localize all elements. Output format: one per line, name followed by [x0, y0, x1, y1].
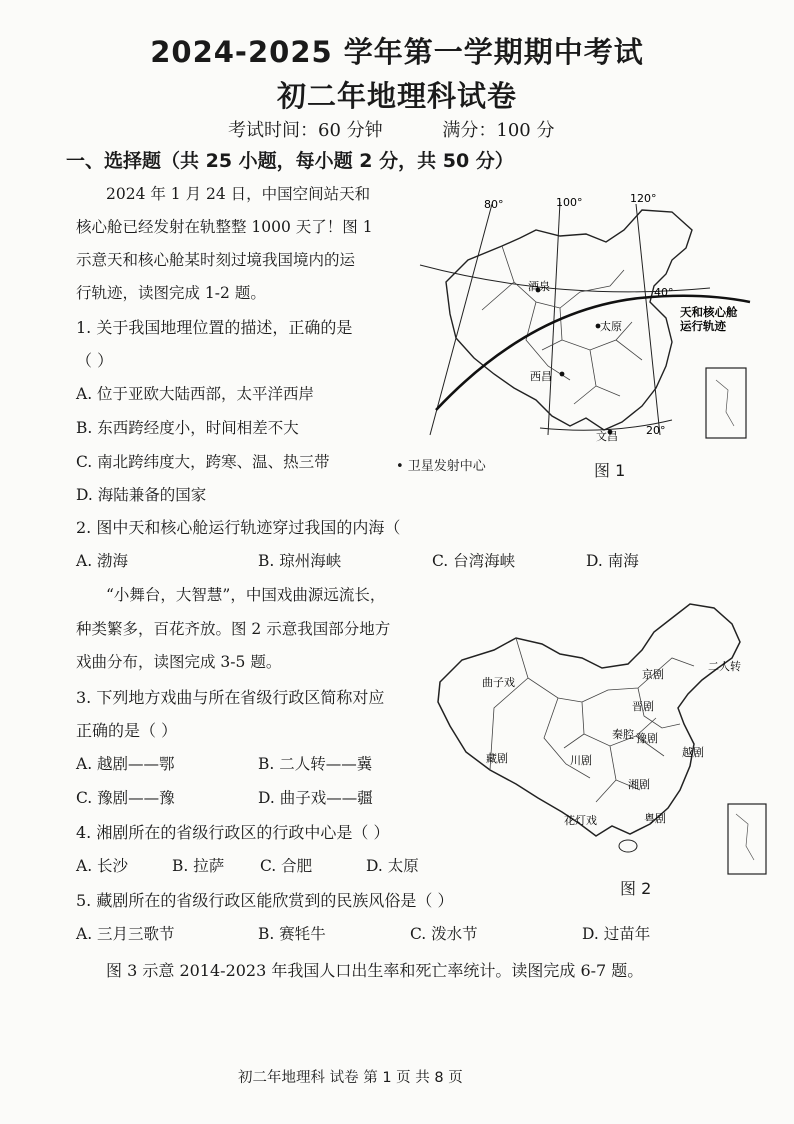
opera-zangju: 藏剧 [486, 752, 508, 765]
q2-option-c[interactable]: C. 台湾海峡 [432, 552, 516, 570]
q3-stem: 3. 下列地方戏曲与所在省级行政区简称对应 [76, 688, 385, 707]
q3-stem-cont: 正确的是（ ） [76, 721, 178, 740]
figure1-caption: 图 1 [594, 461, 626, 480]
lon-label-100: 100° [556, 196, 583, 209]
q3-option-a[interactable]: A. 越剧——鄂 [76, 755, 175, 773]
q1-option-d[interactable]: D. 海陆兼备的国家 [76, 486, 207, 504]
q4-stem: 4. 湘剧所在的省级行政区的行政中心是（ ） [76, 823, 390, 842]
q1-option-a[interactable]: A. 位于亚欧大陆西部，太平洋西岸 [76, 385, 315, 403]
q2-option-b[interactable]: B. 琼州海峡 [258, 552, 342, 570]
section-heading: 一、选择题（共 25 小题，每小题 2 分，共 50 分） [66, 150, 514, 172]
page-footer: 初二年地理科 试卷 第 1 页 共 8 页 [238, 1070, 463, 1086]
china-outline [446, 210, 692, 430]
q5-option-d[interactable]: D. 过苗年 [582, 925, 651, 943]
opera-qinqiang: 秦腔 [612, 728, 634, 741]
q1-blank[interactable]: （ ） [76, 351, 114, 370]
lon-label-80: 80° [484, 198, 504, 211]
figure1-svg [410, 190, 770, 475]
lat-label-40: 40° [654, 286, 674, 299]
q4-option-d[interactable]: D. 太原 [366, 857, 419, 875]
figure2-svg [432, 598, 772, 878]
q6-7-intro: 图 3 示意 2014-2023 年我国人口出生率和死亡率统计。读图完成 6-7 题。 [106, 961, 644, 980]
q5-stem: 5. 藏剧所在的省级行政区能欣赏到的民族风俗是（ ） [76, 891, 454, 910]
meridian-80 [430, 204, 492, 435]
q2-option-d[interactable]: D. 南海 [586, 552, 639, 570]
opera-jingju: 京剧 [642, 668, 664, 681]
meridian-100 [548, 202, 560, 435]
meridian-120 [636, 204, 660, 435]
place-jiuquan: 酒泉 [528, 280, 550, 293]
exam-title-line1: 2024-2025 学年第一学期期中考试 [150, 35, 644, 69]
opera-yuju-henan: 豫剧 [636, 732, 658, 745]
q5-option-b[interactable]: B. 赛牦牛 [258, 925, 326, 943]
q2-option-a[interactable]: A. 渤海 [76, 552, 129, 570]
q3-option-c[interactable]: C. 豫剧——豫 [76, 789, 175, 807]
south-sea-inset [706, 368, 746, 438]
opera-errenzhuan: 二人转 [708, 660, 741, 673]
opera-huadengxi: 花灯戏 [564, 814, 597, 827]
orbit-label-line2: 运行轨迹 [680, 319, 726, 333]
opera-yueju-zhejiang: 越剧 [682, 746, 704, 759]
orbit-label-line1: 天和核心舱 [680, 305, 738, 319]
q4-option-b[interactable]: B. 拉萨 [172, 857, 225, 875]
q3-option-b[interactable]: B. 二人转——冀 [258, 755, 373, 773]
place-wenchang: 文昌 [596, 430, 618, 443]
q3-option-d[interactable]: D. 曲子戏——疆 [258, 789, 373, 807]
opera-quzixi: 曲子戏 [482, 676, 515, 689]
hainan-island [619, 840, 637, 852]
q4-option-c[interactable]: C. 合肥 [260, 857, 313, 875]
passage1-line: 核心舱已经发射在轨整整 1000 天了！图 1 [76, 218, 373, 236]
place-xichang: 西昌 [530, 370, 552, 383]
figure2-map [432, 598, 772, 878]
opera-yueju-guangdong: 粤剧 [644, 812, 666, 825]
opera-chuanju: 川剧 [570, 754, 592, 767]
q5-option-c[interactable]: C. 泼水节 [410, 925, 478, 943]
china-outline-2 [438, 604, 740, 836]
q1-stem: 1. 关于我国地理位置的描述，正确的是 [76, 318, 353, 337]
exam-meta [228, 116, 608, 142]
lat-label-20: 20° [646, 424, 666, 437]
full-score: 满分：100 分 [442, 120, 555, 141]
south-sea-inset-2 [728, 804, 766, 874]
passage2-line: 种类繁多，百花齐放。图 2 示意我国部分地方 [76, 620, 391, 638]
lon-label-120: 120° [630, 192, 657, 205]
exam-time: 考试时间：60 分钟 [228, 120, 383, 141]
figure1-map [410, 190, 770, 475]
q1-option-c[interactable]: C. 南北跨纬度大，跨寒、温、热三带 [76, 453, 330, 471]
exam-title-line2: 初二年地理科试卷 [276, 79, 517, 113]
q1-option-b[interactable]: B. 东西跨经度小，时间相差不大 [76, 419, 299, 437]
q4-option-a[interactable]: A. 长沙 [76, 857, 129, 875]
opera-xiangju: 湘剧 [628, 778, 650, 791]
opera-jinju: 晋剧 [632, 700, 654, 713]
xichang-dot [560, 372, 565, 377]
q2-stem: 2. 图中天和核心舱运行轨迹穿过我国的内海（ [76, 518, 401, 537]
passage2-line: “小舞台，大智慧”，中国戏曲源远流长， [106, 586, 386, 604]
passage1-line: 2024 年 1 月 24 日，中国空间站天和 [106, 185, 371, 203]
q5-option-a[interactable]: A. 三月三歌节 [76, 925, 175, 943]
place-taiyuan: 太原 [600, 320, 622, 333]
figure2-caption: 图 2 [620, 879, 652, 898]
passage1-line: 行轨迹，读图完成 1-2 题。 [76, 284, 266, 302]
passage2-line: 戏曲分布，读图完成 3-5 题。 [76, 653, 282, 671]
passage1-line: 示意天和核心舱某时刻过境我国境内的运 [76, 251, 356, 269]
figure1-legend: • 卫星发射中心 [396, 459, 486, 474]
